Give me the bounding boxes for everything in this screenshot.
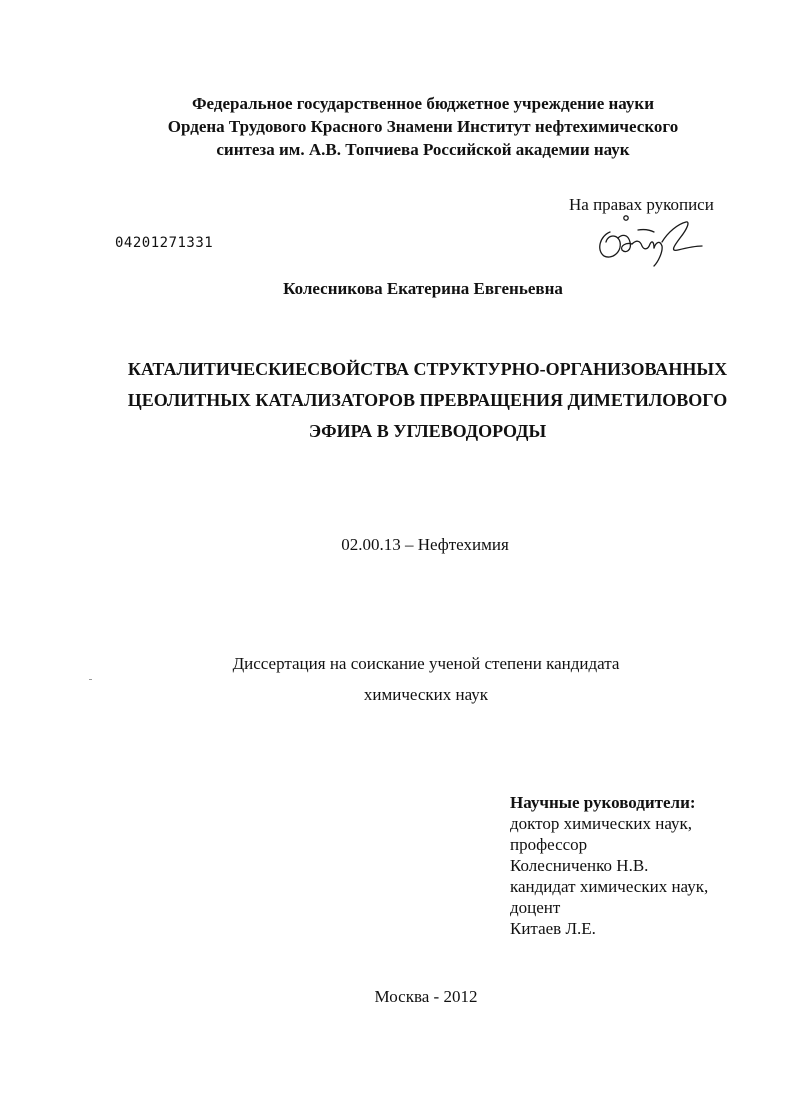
supervisor-line: доцент bbox=[510, 898, 561, 917]
institution-line: Ордена Трудового Красного Знамени Институт нефтехимического bbox=[167, 117, 679, 136]
title-line: ЭФИРА В УГЛЕВОДОРОДЫ bbox=[308, 421, 547, 441]
supervisor-line: доктор химических наук, bbox=[510, 814, 693, 833]
document-code: 04201271331 bbox=[115, 235, 214, 251]
scan-speck bbox=[89, 679, 92, 680]
title-line: КАТАЛИТИЧЕСКИЕСВОЙСТВА СТРУКТУРНО-ОРГАНИЗОВАННЫХ bbox=[127, 359, 728, 379]
city-year: Москва - 2012 bbox=[374, 987, 478, 1006]
supervisor-line: Колесниченко Н.В. bbox=[510, 856, 649, 875]
manuscript-note: На правах рукописи bbox=[569, 195, 714, 214]
specialty-code: 02.00.13 – Нефтехимия bbox=[341, 535, 509, 554]
supervisors-heading: Научные руководители: bbox=[510, 793, 696, 812]
supervisor-line: кандидат химических наук, bbox=[510, 877, 709, 896]
institution-line: Федеральное государственное бюджетное учреждение науки bbox=[191, 94, 655, 113]
institution-name bbox=[0, 92, 795, 161]
dissertation-description bbox=[0, 648, 795, 710]
author-name: Колесникова Екатерина Евгеньевна bbox=[283, 279, 563, 298]
dissertation-title bbox=[0, 354, 795, 447]
supervisor-line: Китаев Л.Е. bbox=[510, 919, 596, 938]
title-line: ЦЕОЛИТНЫХ КАТАЛИЗАТОРОВ ПРЕВРАЩЕНИЯ ДИМЕТИЛОВОГО bbox=[127, 390, 728, 410]
dissertation-line: химических наук bbox=[363, 685, 489, 704]
institution-line: синтеза им. А.В. Топчиева Российской академии наук bbox=[216, 140, 630, 159]
supervisors-block bbox=[510, 792, 708, 939]
dissertation-line: Диссертация на соискание ученой степени кандидата bbox=[232, 654, 620, 673]
handwritten-signature bbox=[592, 212, 704, 268]
supervisor-line: профессор bbox=[510, 835, 588, 854]
